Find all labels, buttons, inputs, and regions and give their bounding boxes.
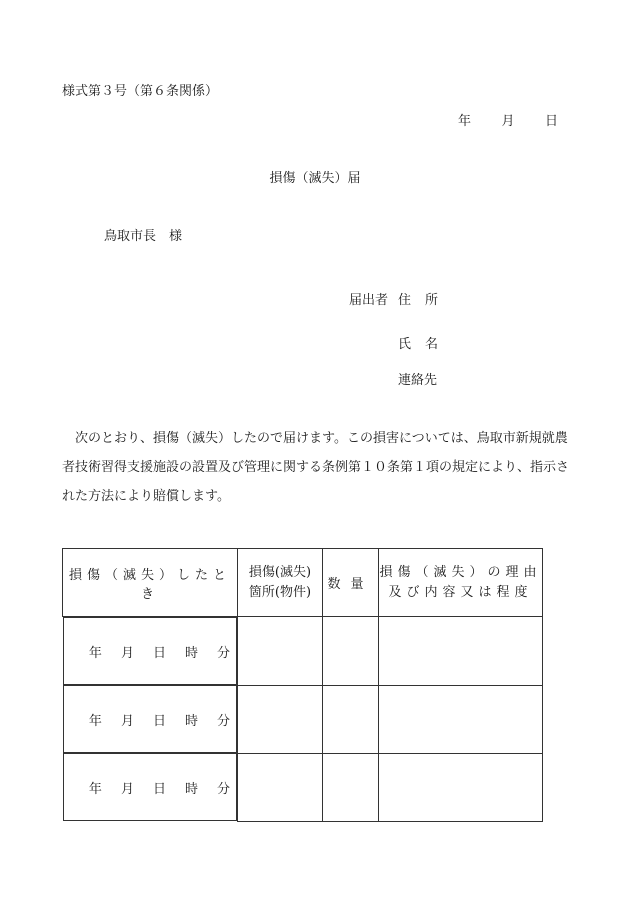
sender-address-label: 住 所	[398, 293, 438, 308]
sender-label: 届出者	[349, 293, 389, 308]
datetime-unit-label: 時	[184, 645, 198, 661]
datetime-unit-label: 日	[152, 645, 166, 661]
datetime-unit-label: 日	[152, 781, 166, 797]
datetime-unit-label: 年	[88, 781, 102, 797]
cell-place[interactable]	[238, 617, 323, 686]
form-number: 様式第３号（第６条関係）	[62, 84, 219, 99]
datetime-unit-label: 時	[184, 713, 198, 729]
datetime-unit-label: 年	[88, 645, 102, 661]
datetime-unit-label: 分	[216, 645, 230, 661]
cell-reason[interactable]	[379, 617, 543, 686]
datetime-unit-label: 分	[216, 781, 230, 797]
table-row	[63, 617, 543, 686]
header-place: 損傷(滅失) 箇所(物件)	[238, 549, 323, 617]
cell-datetime[interactable]	[63, 753, 238, 821]
date-day: 日	[544, 114, 558, 129]
date-year: 年	[458, 114, 472, 129]
cell-reason[interactable]	[379, 685, 543, 753]
cell-quantity[interactable]	[323, 617, 379, 686]
header-when: 損傷（滅失）したとき	[63, 549, 238, 617]
table-row	[63, 685, 543, 753]
header-quantity: 数量	[323, 549, 379, 617]
datetime-unit-label: 月	[120, 713, 134, 729]
datetime-unit-label: 年	[88, 713, 102, 729]
datetime-unit-label: 日	[152, 713, 166, 729]
cell-quantity[interactable]	[323, 685, 379, 753]
document-title: 損傷（滅失）届	[269, 171, 361, 186]
cell-place[interactable]	[238, 685, 323, 753]
cell-reason[interactable]	[379, 753, 543, 821]
table-header-row	[63, 549, 543, 617]
addressee: 鳥取市長 様	[104, 229, 183, 244]
declaration-text: 次のとおり、損傷（滅失）したので届けます。この損害については、鳥取市新規就農者技術習得支援施設の設置及び管理に関する条例第１０条第１項の規定により、指示された方法により賠償します。	[62, 431, 570, 504]
datetime-unit-label: 分	[216, 713, 230, 729]
cell-datetime[interactable]	[63, 685, 238, 753]
date-month: 月	[501, 114, 515, 129]
sender-contact-label: 連絡先	[398, 373, 438, 388]
header-reason: 損傷（滅失）の理由 及び内容又は程度	[379, 549, 543, 617]
date-line	[458, 110, 558, 129]
damage-report-table	[62, 548, 543, 822]
cell-place[interactable]	[238, 753, 323, 821]
sender-name-label: 氏 名	[398, 337, 438, 352]
datetime-unit-label: 月	[120, 645, 134, 661]
table-row	[63, 753, 543, 821]
cell-quantity[interactable]	[323, 753, 379, 821]
datetime-unit-label: 月	[120, 781, 134, 797]
cell-datetime[interactable]	[63, 617, 238, 685]
datetime-unit-label: 時	[184, 781, 198, 797]
